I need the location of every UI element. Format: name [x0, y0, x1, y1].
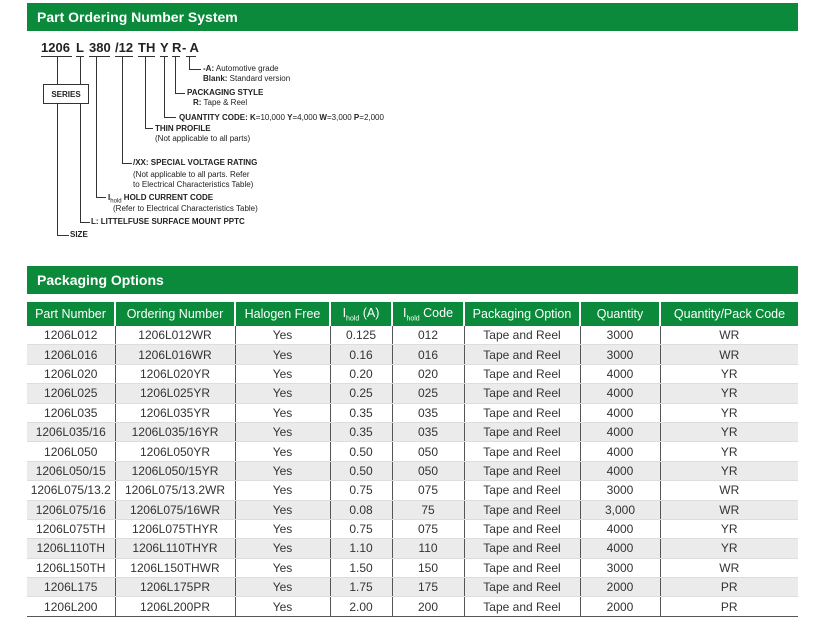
code-qty: Y [160, 40, 169, 55]
ordering-number-cell: 1206L050YR [115, 442, 235, 461]
ordering-number-cell: 1206L012WR [115, 326, 235, 345]
ordering-number-cell: 1206L150THWR [115, 558, 235, 577]
code-size: 1206 [41, 40, 70, 55]
table-row [27, 422, 798, 441]
table-row [27, 384, 798, 403]
col-pack-code: Quantity/Pack Code [660, 302, 798, 326]
ordering-number-cell: 1206L016WR [115, 345, 235, 364]
halogen-free-cell: Yes [235, 558, 330, 577]
halogen-free-cell: Yes [235, 384, 330, 403]
table-row [27, 345, 798, 364]
table-row [27, 481, 798, 500]
table-row [27, 442, 798, 461]
ihold-cell: 1.75 [330, 578, 392, 597]
pack-code-cell: YR [660, 422, 798, 441]
quantity-cell: 3000 [580, 558, 660, 577]
series-box: SERIES [43, 84, 89, 104]
packaging-option-cell: Tape and Reel [464, 481, 580, 500]
ihold-cell: 0.25 [330, 384, 392, 403]
col-part-number: Part Number [27, 302, 115, 326]
quantity-code-label: QUANTITY CODE: K=10,000 Y=4,000 W=3,000 P=2,000 [179, 113, 384, 122]
series-description-label: L: LITTELFUSE SURFACE MOUNT PPTC [91, 217, 245, 226]
ihold-cell: 0.16 [330, 345, 392, 364]
pack-code-cell: YR [660, 519, 798, 538]
packaging-style-label: PACKAGING STYLE [187, 88, 264, 97]
halogen-free-cell: Yes [235, 539, 330, 558]
pack-code-cell: YR [660, 461, 798, 480]
ihold-code-cell: 110 [392, 539, 464, 558]
table-row [27, 578, 798, 597]
code-pkg: R [172, 40, 182, 55]
table-row [27, 326, 798, 345]
ihold-code-cell: 012 [392, 326, 464, 345]
halogen-free-cell: Yes [235, 597, 330, 616]
packaging-tape-reel-label: R: Tape & Reel [193, 98, 248, 107]
part-number-cell: 1206L075TH [27, 519, 115, 538]
quantity-cell: 3000 [580, 326, 660, 345]
ordering-diagram [0, 0, 833, 260]
ordering-number-cell: 1206L025YR [115, 384, 235, 403]
ihold-code-cell: 035 [392, 403, 464, 422]
part-number-cell: 1206L200 [27, 597, 115, 616]
packaging-option-cell: Tape and Reel [464, 384, 580, 403]
ordering-section-title: Part Ordering Number System [27, 3, 798, 31]
packaging-option-cell: Tape and Reel [464, 539, 580, 558]
halogen-free-cell: Yes [235, 326, 330, 345]
packaging-option-cell: Tape and Reel [464, 597, 580, 616]
ordering-number-cell: 1206L035YR [115, 403, 235, 422]
code-voltage: /12 [115, 40, 134, 55]
quantity-cell: 4000 [580, 461, 660, 480]
pack-code-cell: WR [660, 500, 798, 519]
hold-current-label: $I_{hold}$ HOLD CURRENT CODE [108, 193, 214, 205]
code-hold: 380 [89, 40, 111, 55]
pack-code-cell: PR [660, 578, 798, 597]
part-number-cell: 1206L035/16 [27, 422, 115, 441]
part-number-cell: 1206L050/15 [27, 461, 115, 480]
code-auto: - A [182, 40, 199, 55]
ihold-code-cell: 75 [392, 500, 464, 519]
packaging-option-cell: Tape and Reel [464, 403, 580, 422]
ihold-cell: 0.75 [330, 481, 392, 500]
part-number-cell: 1206L075/16 [27, 500, 115, 519]
code-thin: TH [138, 40, 156, 55]
quantity-cell: 3000 [580, 345, 660, 364]
ihold-cell: 0.50 [330, 442, 392, 461]
voltage-note-1: (Not applicable to all parts. Refer [133, 170, 250, 179]
part-number-cell: 1206L110TH [27, 539, 115, 558]
quantity-cell: 2000 [580, 578, 660, 597]
ihold-code-cell: 075 [392, 519, 464, 538]
pack-code-cell: YR [660, 442, 798, 461]
table-row [27, 539, 798, 558]
part-number-cell: 1206L020 [27, 364, 115, 383]
pack-code-cell: WR [660, 558, 798, 577]
col-ordering-number: Ordering Number [115, 302, 235, 326]
packaging-option-cell: Tape and Reel [464, 364, 580, 383]
ordering-number-cell: 1206L175PR [115, 578, 235, 597]
voltage-rating-label: /XX: SPECIAL VOLTAGE RATING [133, 158, 258, 167]
ihold-code-cell: 035 [392, 422, 464, 441]
ordering-number-cell: 1206L035/16YR [115, 422, 235, 441]
ordering-number-cell: 1206L050/15YR [115, 461, 235, 480]
table-row [27, 597, 798, 616]
ihold-cell: 1.50 [330, 558, 392, 577]
quantity-cell: 4000 [580, 422, 660, 441]
packaging-section-title: Packaging Options [27, 266, 798, 294]
standard-version-label: Blank: Standard version [203, 74, 291, 83]
quantity-cell: 3000 [580, 481, 660, 500]
ordering-number-cell: 1206L075/13.2WR [115, 481, 235, 500]
packaging-table [27, 302, 798, 617]
part-number-cell: 1206L050 [27, 442, 115, 461]
quantity-cell: 2000 [580, 597, 660, 616]
size-label: SIZE [70, 230, 88, 239]
ihold-cell: 0.20 [330, 364, 392, 383]
hold-current-note: (Refer to Electrical Characteristics Table) [113, 204, 258, 213]
packaging-option-cell: Tape and Reel [464, 442, 580, 461]
ihold-cell: 0.125 [330, 326, 392, 345]
quantity-cell: 4000 [580, 364, 660, 383]
ihold-code-cell: 150 [392, 558, 464, 577]
col-halogen-free: Halogen Free [235, 302, 330, 326]
pack-code-cell: YR [660, 364, 798, 383]
table-row [27, 461, 798, 480]
col-ihold-code: $I_{hold}$ Code [392, 302, 464, 326]
part-number-cell: 1206L016 [27, 345, 115, 364]
packaging-option-cell: Tape and Reel [464, 326, 580, 345]
ihold-cell: 0.50 [330, 461, 392, 480]
table-row [27, 403, 798, 422]
halogen-free-cell: Yes [235, 461, 330, 480]
quantity-cell: 4000 [580, 403, 660, 422]
part-number-cell: 1206L025 [27, 384, 115, 403]
halogen-free-cell: Yes [235, 364, 330, 383]
quantity-cell: 4000 [580, 539, 660, 558]
ihold-code-cell: 200 [392, 597, 464, 616]
quantity-cell: 3,000 [580, 500, 660, 519]
auto-grade-label: -A: Automotive grade [203, 64, 279, 73]
ordering-number-cell: 1206L200PR [115, 597, 235, 616]
packaging-option-cell: Tape and Reel [464, 519, 580, 538]
code-series: L [76, 40, 84, 55]
packaging-option-cell: Tape and Reel [464, 422, 580, 441]
ihold-code-cell: 075 [392, 481, 464, 500]
ihold-cell: 1.10 [330, 539, 392, 558]
ihold-cell: 0.35 [330, 403, 392, 422]
pack-code-cell: PR [660, 597, 798, 616]
ihold-cell: 0.75 [330, 519, 392, 538]
packaging-option-cell: Tape and Reel [464, 500, 580, 519]
halogen-free-cell: Yes [235, 442, 330, 461]
ordering-number-cell: 1206L020YR [115, 364, 235, 383]
halogen-free-cell: Yes [235, 403, 330, 422]
ihold-code-cell: 050 [392, 461, 464, 480]
quantity-cell: 4000 [580, 384, 660, 403]
packaging-option-cell: Tape and Reel [464, 345, 580, 364]
table-row [27, 558, 798, 577]
pack-code-cell: WR [660, 481, 798, 500]
ordering-number-cell: 1206L110THYR [115, 539, 235, 558]
quantity-cell: 4000 [580, 519, 660, 538]
halogen-free-cell: Yes [235, 578, 330, 597]
ihold-cell: 2.00 [330, 597, 392, 616]
part-number-cell: 1206L012 [27, 326, 115, 345]
part-number-cell: 1206L150TH [27, 558, 115, 577]
halogen-free-cell: Yes [235, 481, 330, 500]
voltage-note-2: to Electrical Characteristics Table) [133, 180, 254, 189]
halogen-free-cell: Yes [235, 422, 330, 441]
col-ihold-a: $I_{hold}$ (A) [330, 302, 392, 326]
part-number-cell: 1206L075/13.2 [27, 481, 115, 500]
part-number-cell: 1206L175 [27, 578, 115, 597]
ordering-number-cell: 1206L075/16WR [115, 500, 235, 519]
ihold-cell: 0.08 [330, 500, 392, 519]
halogen-free-cell: Yes [235, 345, 330, 364]
ihold-cell: 0.35 [330, 422, 392, 441]
pack-code-cell: YR [660, 403, 798, 422]
pack-code-cell: WR [660, 345, 798, 364]
packaging-option-cell: Tape and Reel [464, 558, 580, 577]
table-header-row [27, 302, 798, 326]
ihold-code-cell: 016 [392, 345, 464, 364]
thin-profile-label: THIN PROFILE [155, 124, 211, 133]
col-quantity: Quantity [580, 302, 660, 326]
ordering-number-cell: 1206L075THYR [115, 519, 235, 538]
pack-code-cell: YR [660, 384, 798, 403]
part-number-cell: 1206L035 [27, 403, 115, 422]
halogen-free-cell: Yes [235, 519, 330, 538]
packaging-option-cell: Tape and Reel [464, 578, 580, 597]
packaging-option-cell: Tape and Reel [464, 461, 580, 480]
pack-code-cell: WR [660, 326, 798, 345]
ihold-code-cell: 025 [392, 384, 464, 403]
ihold-code-cell: 020 [392, 364, 464, 383]
ihold-code-cell: 050 [392, 442, 464, 461]
table-row [27, 364, 798, 383]
halogen-free-cell: Yes [235, 500, 330, 519]
pack-code-cell: YR [660, 539, 798, 558]
thin-profile-note: (Not applicable to all parts) [155, 134, 251, 143]
table-row [27, 500, 798, 519]
table-row [27, 519, 798, 538]
quantity-cell: 4000 [580, 442, 660, 461]
ihold-code-cell: 175 [392, 578, 464, 597]
col-packaging-option: Packaging Option [464, 302, 580, 326]
